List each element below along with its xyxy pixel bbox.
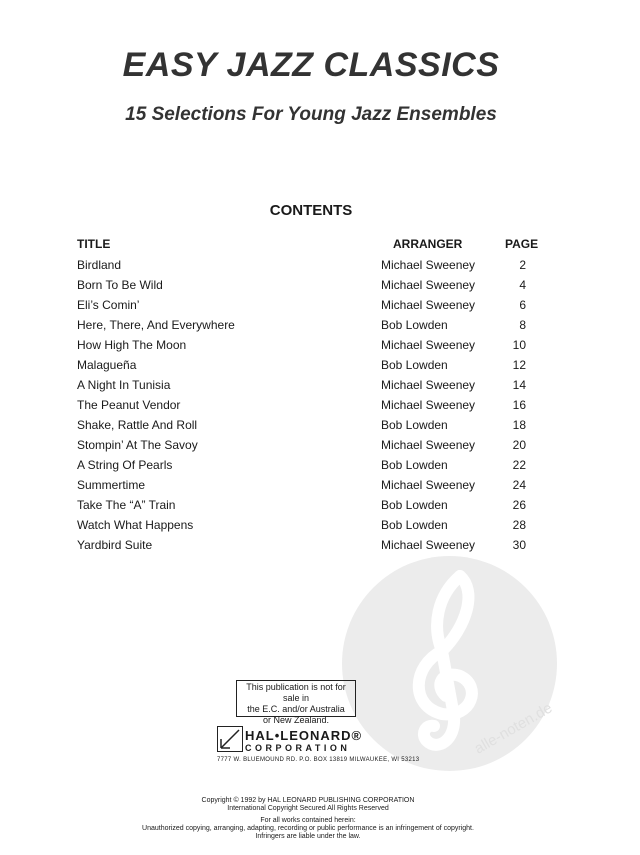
table-row: [0, 498, 640, 518]
table-row: [0, 438, 640, 458]
copyright-secured: International Copyright Secured All Rights Reserved: [227, 805, 389, 812]
row-arranger: Bob Lowden: [381, 358, 448, 372]
row-page: 2: [519, 258, 526, 272]
table-row: [0, 378, 640, 398]
column-header-title: TITLE: [77, 237, 111, 251]
row-arranger: Michael Sweeney: [381, 538, 476, 552]
publisher-name: HAL•LEONARD®: [245, 728, 363, 743]
row-page: 22: [512, 458, 526, 472]
table-row: [0, 338, 640, 358]
copyright-line: Copyright © 1992 by HAL LEONARD PUBLISHING CORPORATION: [201, 797, 415, 804]
row-title: Malagueña: [77, 358, 137, 372]
notice-line-1: This publication is not for sale in: [246, 682, 346, 703]
row-title: Yardbird Suite: [77, 538, 153, 552]
table-row: [0, 278, 640, 298]
row-arranger: Michael Sweeney: [381, 398, 476, 412]
row-title: A String Of Pearls: [77, 458, 173, 472]
column-header-arranger: ARRANGER: [393, 237, 463, 251]
publisher-address: 7777 W. BLUEMOUND RD. P.O. BOX 13819 MILWAUKEE, WI 53213: [217, 757, 420, 763]
row-page: 26: [512, 498, 526, 512]
row-arranger: Bob Lowden: [381, 318, 448, 332]
row-arranger: Michael Sweeney: [381, 478, 476, 492]
row-title: Take The “A” Train: [77, 498, 176, 512]
watermark-text: alle-noten.de: [471, 699, 556, 758]
row-arranger: Bob Lowden: [381, 418, 448, 432]
row-title: Summertime: [77, 478, 146, 492]
row-title: How High The Moon: [77, 338, 187, 352]
notice-line-3: or New Zealand.: [262, 715, 330, 725]
table-row: [0, 518, 640, 538]
works-note: For all works contained herein:: [260, 817, 356, 824]
table-row: [0, 398, 640, 418]
table-row: [0, 358, 640, 378]
row-page: 18: [512, 418, 526, 432]
row-title: A Night In Tunisia: [77, 378, 171, 392]
infringers-note: Infringers are liable under the law.: [255, 833, 361, 840]
row-title: Here, There, And Everywhere: [77, 318, 235, 332]
row-arranger: Michael Sweeney: [381, 378, 476, 392]
publisher-corporation: CORPORATION: [245, 743, 351, 753]
copyright-warning: Unauthorized copying, arranging, adapting, recording or public performance is an infringement of copyright.: [142, 825, 474, 832]
row-page: 28: [512, 518, 526, 532]
contents-table: [0, 258, 640, 558]
row-page: 12: [512, 358, 526, 372]
row-title: The Peanut Vendor: [77, 398, 181, 412]
row-page: 4: [519, 278, 526, 292]
row-page: 6: [519, 298, 526, 312]
row-page: 8: [519, 318, 526, 332]
row-arranger: Bob Lowden: [381, 458, 448, 472]
row-title: Stompin’ At The Savoy: [77, 438, 198, 452]
table-row: [0, 538, 640, 558]
row-arranger: Michael Sweeney: [381, 298, 476, 312]
notice-line-2: the E.C. and/or Australia: [247, 704, 345, 714]
row-arranger: Michael Sweeney: [381, 438, 476, 452]
row-page: 30: [512, 538, 526, 552]
row-arranger: Bob Lowden: [381, 518, 448, 532]
row-title: Born To Be Wild: [77, 278, 163, 292]
table-row: [0, 418, 640, 438]
row-title: Eli’s Comin’: [77, 298, 140, 312]
table-row: [0, 258, 640, 278]
contents-heading: CONTENTS: [269, 202, 353, 219]
row-page: 20: [512, 438, 526, 452]
table-row: [0, 298, 640, 318]
sale-restriction-notice: [236, 680, 356, 725]
table-row: [0, 318, 640, 338]
book-subtitle: 15 Selections For Young Jazz Ensembles: [125, 104, 497, 125]
row-arranger: Michael Sweeney: [381, 278, 476, 292]
book-title: EASY JAZZ CLASSICS: [122, 46, 500, 84]
row-title: Shake, Rattle And Roll: [77, 418, 198, 432]
hal-leonard-logo: [217, 726, 420, 768]
table-row: [0, 478, 640, 498]
row-page: 14: [512, 378, 526, 392]
row-title: Birdland: [77, 258, 122, 272]
row-title: Watch What Happens: [77, 518, 194, 532]
row-arranger: Michael Sweeney: [381, 338, 476, 352]
hal-leonard-emblem-icon: [217, 726, 243, 752]
row-arranger: Bob Lowden: [381, 498, 448, 512]
row-page: 24: [512, 478, 526, 492]
row-page: 10: [512, 338, 526, 352]
row-arranger: Michael Sweeney: [381, 258, 476, 272]
row-page: 16: [512, 398, 526, 412]
column-header-page: PAGE: [505, 237, 539, 251]
table-row: [0, 458, 640, 478]
